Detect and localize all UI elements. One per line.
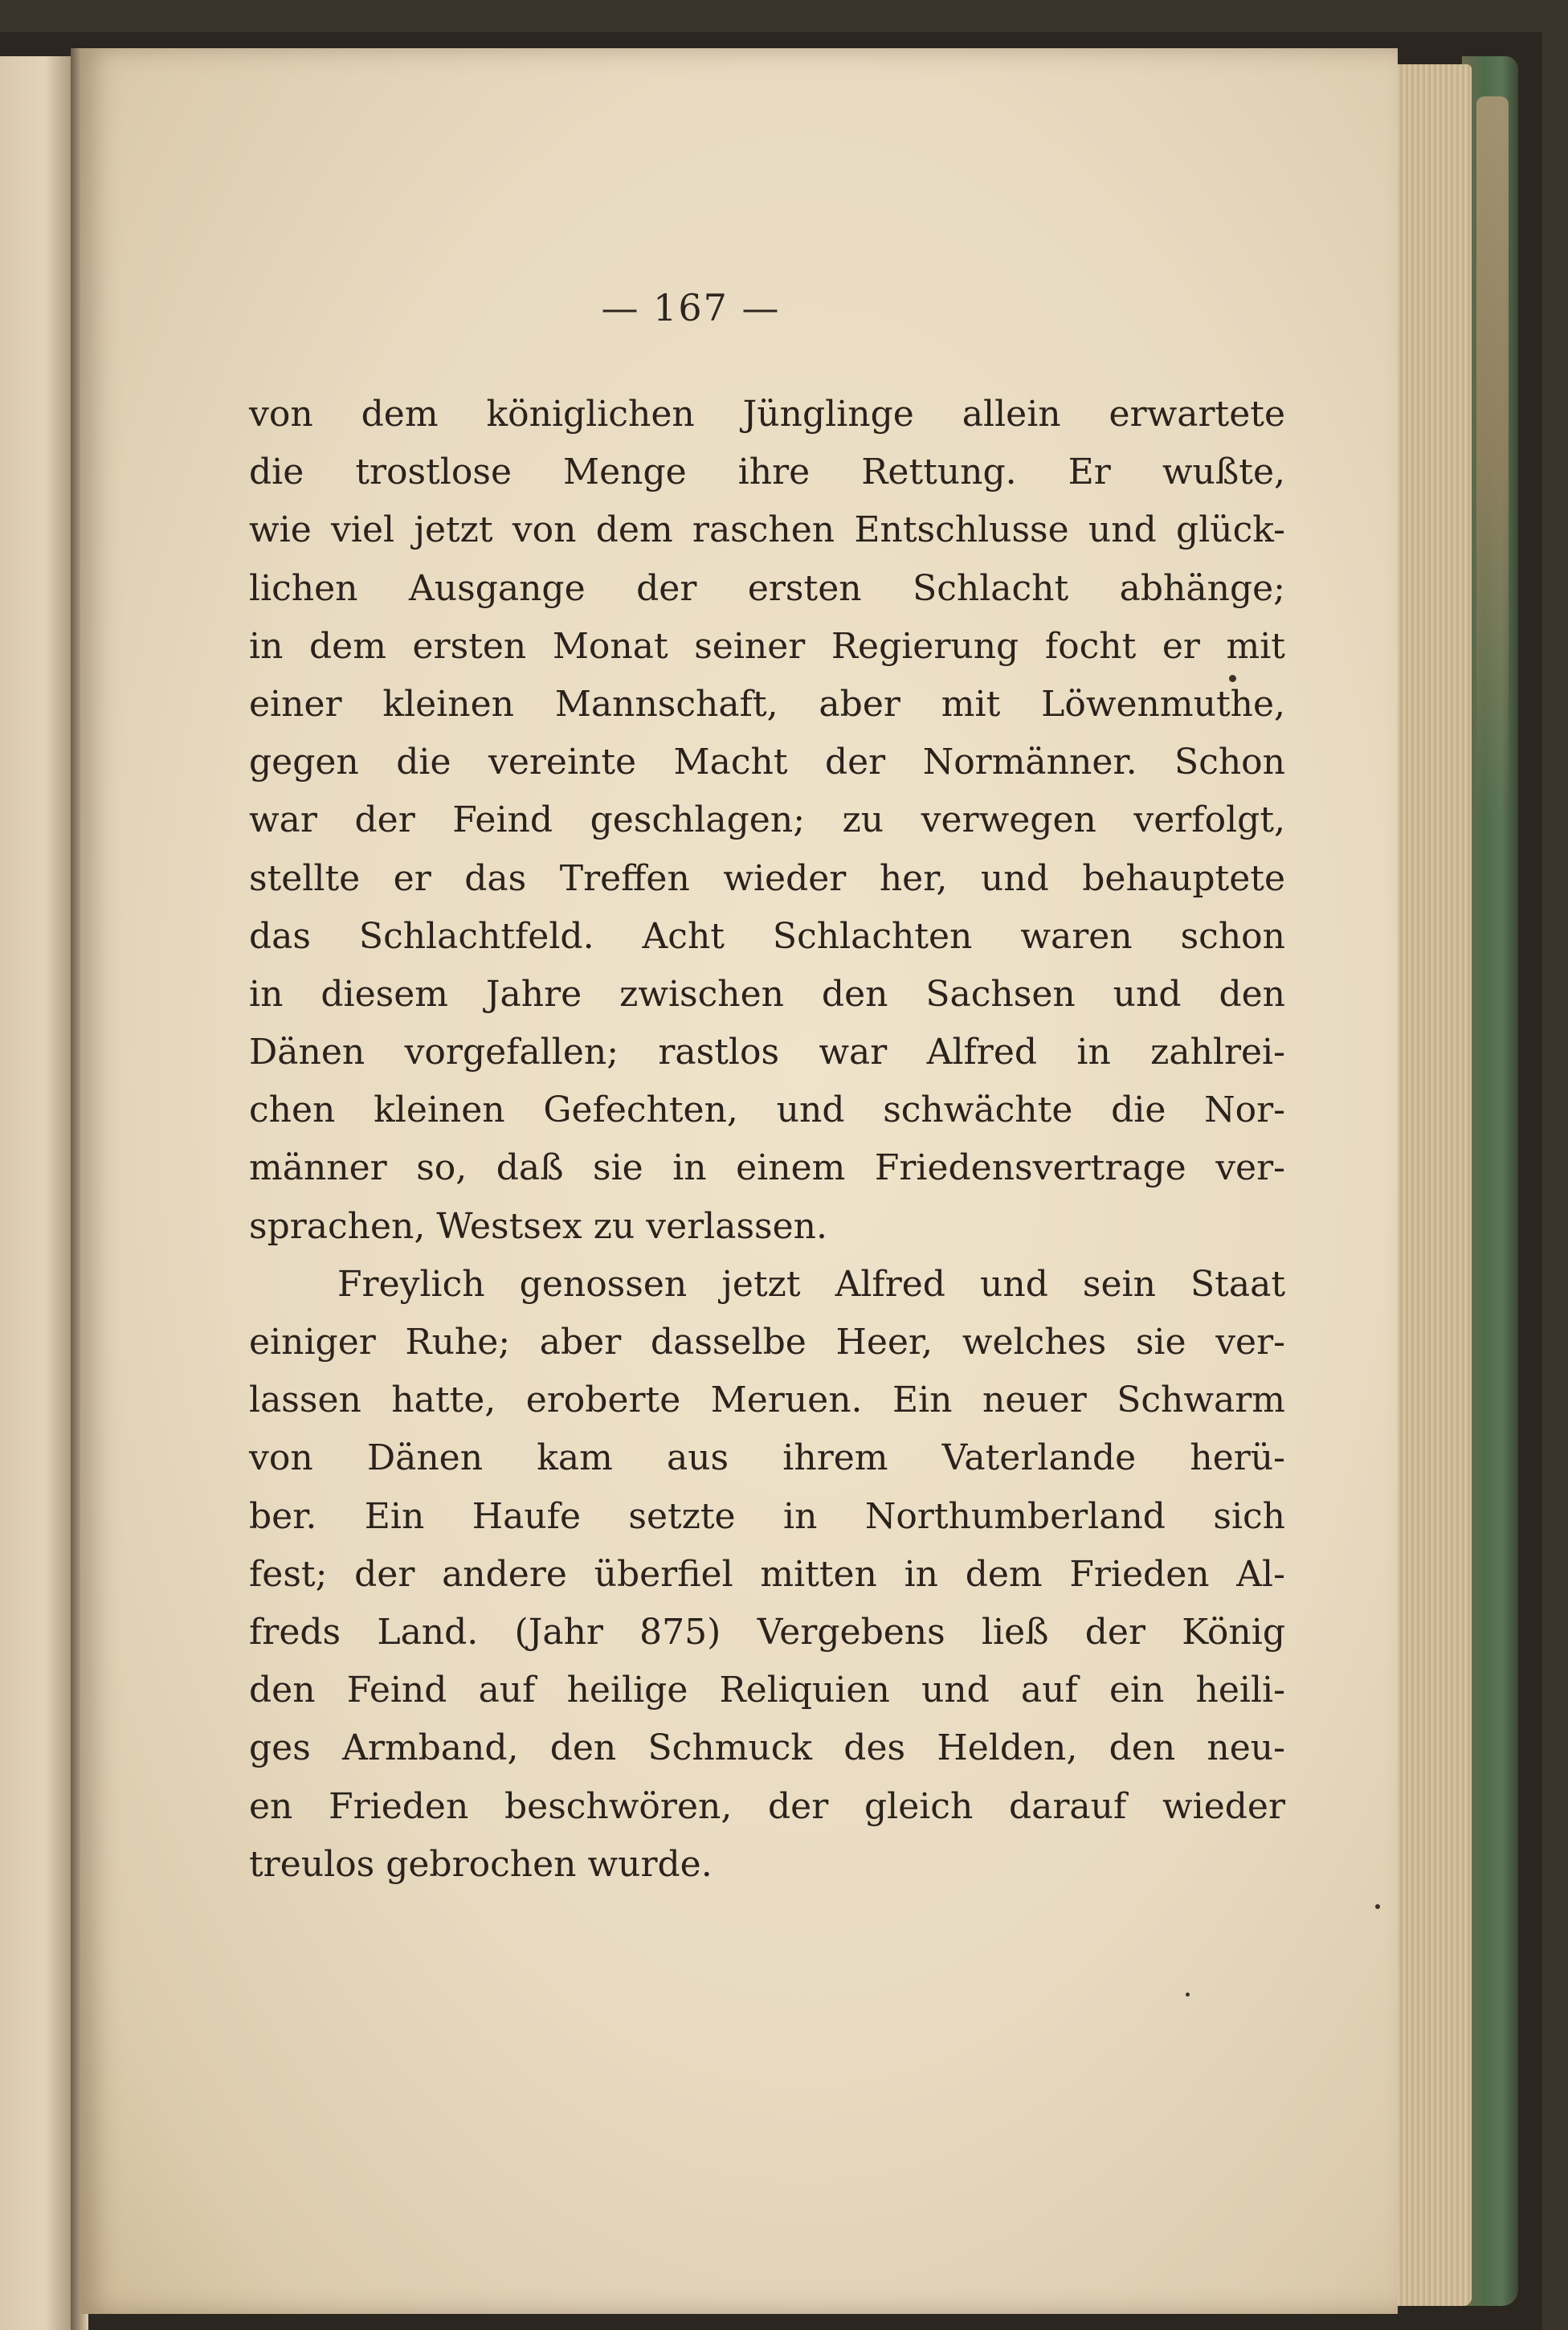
text-line: in diesem Jahre zwischen den Sachsen und den bbox=[249, 973, 1285, 1015]
ink-speck bbox=[1229, 675, 1236, 682]
text-line: freds Land. (Jahr 875) Vergebens ließ der König bbox=[249, 1611, 1285, 1653]
text-line: sprachen, Westsex zu verlassen. bbox=[249, 1205, 827, 1247]
ink-speck bbox=[1375, 1904, 1380, 1909]
text-line: lichen Ausgange der ersten Schlacht abhänge; bbox=[249, 567, 1285, 609]
text-line: den Feind auf heilige Reliquien und auf ein heili- bbox=[249, 1670, 1285, 1711]
ink-speck bbox=[1186, 1993, 1190, 1997]
text-line: lassen hatte, eroberte Meruen. Ein neuer Schwarm bbox=[249, 1380, 1285, 1421]
text-line: chen kleinen Gefechten, und schwächte die Nor- bbox=[249, 1089, 1285, 1131]
text-line: von dem königlichen Jünglinge allein erwartete bbox=[249, 394, 1285, 435]
text-line: en Frieden beschwören, der gleich darauf wieder bbox=[249, 1785, 1285, 1827]
text-line: stellte er das Treffen wieder her, und behauptete bbox=[249, 857, 1285, 899]
text-line: die trostlose Menge ihre Rettung. Er wußte, bbox=[249, 452, 1285, 493]
text-line: fest; der andere überfiel mitten in dem Frieden Al- bbox=[249, 1553, 1285, 1595]
text-line: treulos gebrochen wurde. bbox=[249, 1843, 713, 1885]
text-line: in dem ersten Monat seiner Regierung focht er mit bbox=[249, 625, 1285, 667]
text-line: ges Armband, den Schmuck des Helden, den neu- bbox=[249, 1727, 1285, 1769]
left-facing-page bbox=[0, 56, 74, 2330]
paragraph-first-line: Freylich genossen jetzt Alfred und sein Staat bbox=[337, 1263, 1285, 1305]
page-text bbox=[249, 386, 1285, 1894]
cover-wear-mark bbox=[1476, 96, 1509, 820]
text-line: ber. Ein Haufe setzte in Northumberland sich bbox=[249, 1495, 1285, 1537]
text-line: einer kleinen Mannschaft, aber mit Löwenmuthe, bbox=[249, 683, 1285, 725]
text-line: Dänen vorgefallen; rastlos war Alfred in zahlrei- bbox=[249, 1032, 1285, 1073]
page-number: — 167 — bbox=[601, 286, 781, 329]
text-line: einiger Ruhe; aber dasselbe Heer, welches sie ver- bbox=[249, 1322, 1285, 1363]
text-line: wie viel jetzt von dem raschen Entschlusse und glück- bbox=[249, 509, 1285, 551]
text-line: war der Feind geschlagen; zu verwegen verfolgt, bbox=[249, 799, 1285, 841]
text-line: männer so, daß sie in einem Friedensvertrage ver- bbox=[249, 1147, 1285, 1189]
text-line: gegen die vereinte Macht der Normänner. Schon bbox=[249, 742, 1285, 783]
text-line: von Dänen kam aus ihrem Vaterlande herü- bbox=[249, 1437, 1285, 1479]
book-page bbox=[80, 48, 1398, 2314]
text-line: das Schlachtfeld. Acht Schlachten waren schon bbox=[249, 915, 1285, 957]
